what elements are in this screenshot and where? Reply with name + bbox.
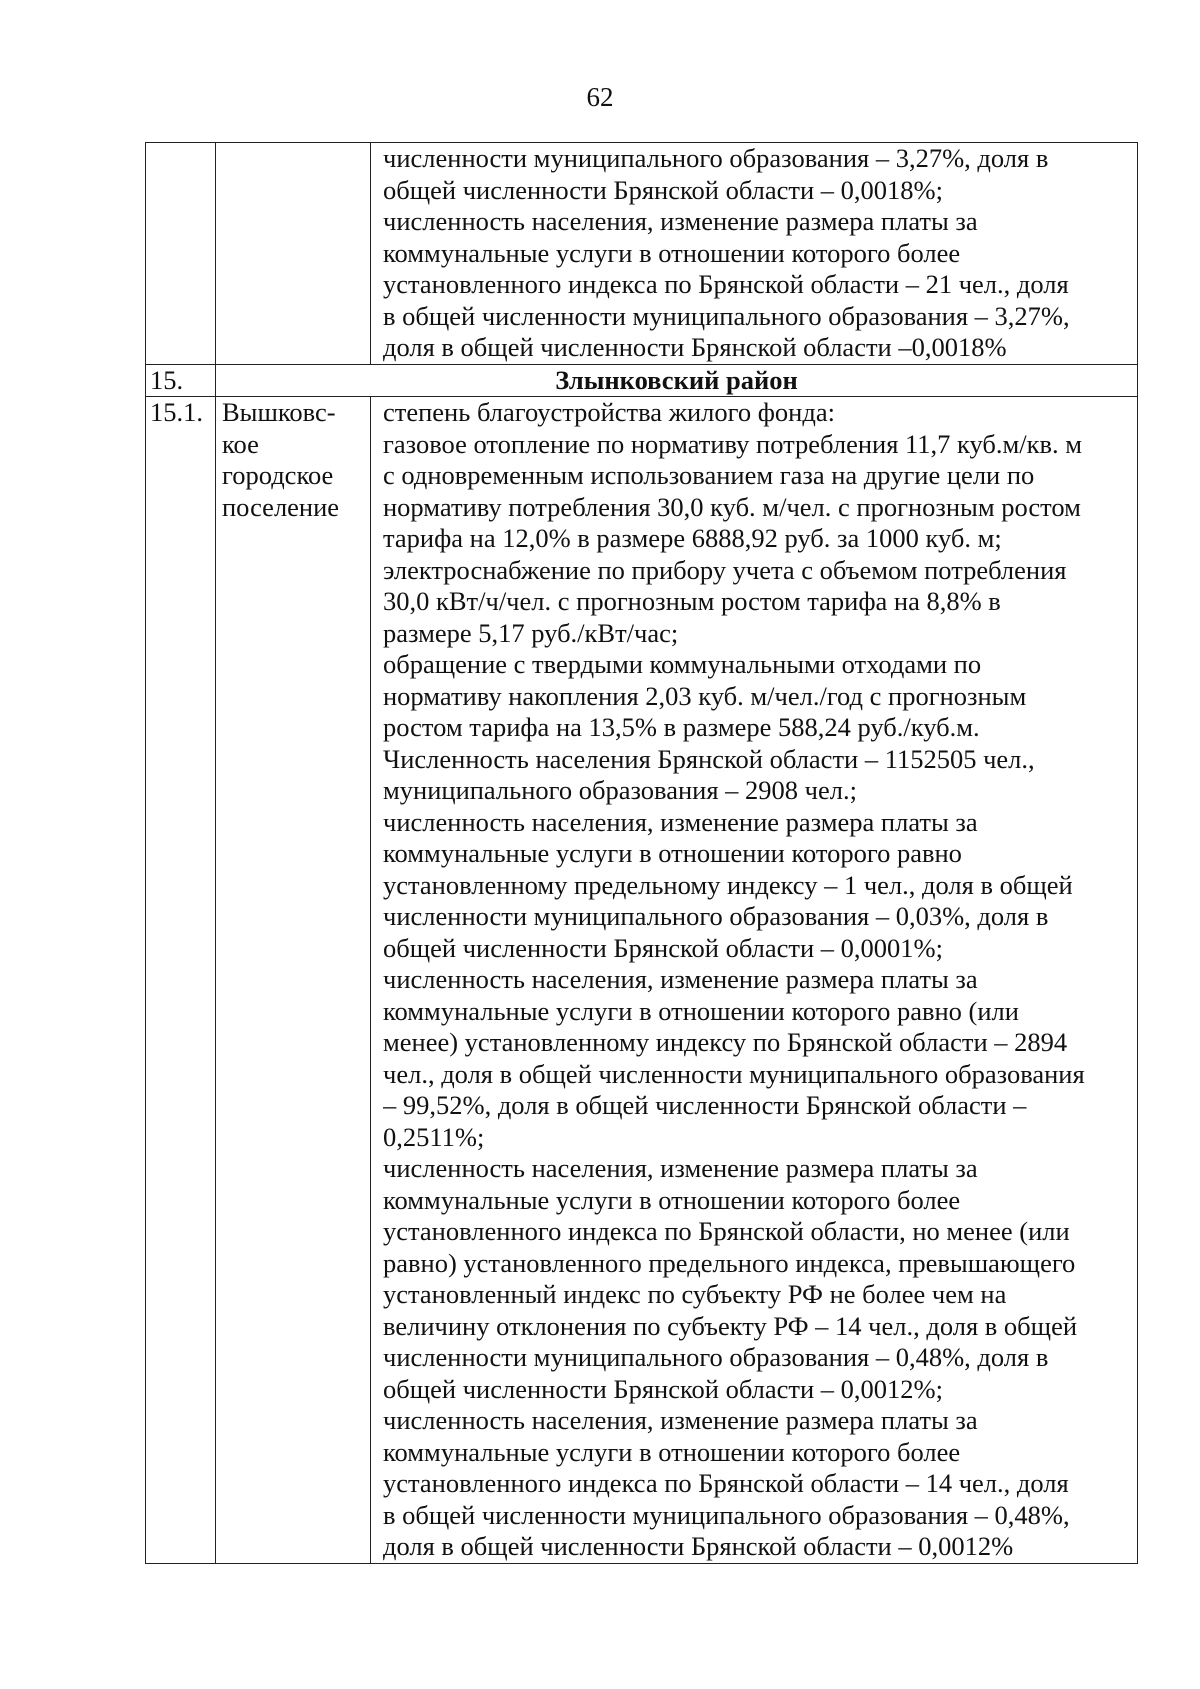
settlement-text-line: установленный индекс по субъекту РФ не более чем на [383,1279,1007,1309]
district-title: Злынковский район [216,364,1138,397]
settlement-text-line: 0,2511%; [383,1121,485,1152]
settlement-number: 15.1. [146,397,216,1564]
continuation-text-line: установленного индекса по Брянской области – 21 чел., доля [383,269,1069,299]
settlement-text-line: величину отклонения по субъекту РФ – 14 чел., доля в общей [383,1310,1078,1341]
settlement-row [146,397,1138,1564]
settlement-text-line: степень благоустройства жилого фонда: [383,397,835,427]
settlement-text-line: численности муниципального образования – 0,48%, доля в [383,1342,1049,1372]
settlement-name [222,397,370,523]
settlement-text-line: установленного индекса по Брянской области – 14 чел., доля [383,1468,1069,1498]
settlement-text-line: чел., доля в общей численности муниципального образования [383,1058,1085,1089]
settlement-text-line: установленного индекса по Брянской области, но менее (или [383,1216,1070,1246]
continuation-text-line: численности муниципального образования – 3,27%, доля в [383,143,1049,173]
settlement-text-line: равно) установленного предельного индекса, превышающего [383,1247,1076,1278]
continuation-name-cell [216,143,371,365]
settlement-text-line: муниципального образования – 2908 чел.; [383,775,857,805]
settlement-text-line: общей численности Брянской области – 0,0012%; [383,1373,943,1404]
district-row [146,364,1138,397]
settlement-text-line: численность населения, изменение размера платы за [383,964,978,994]
settlement-text [383,397,1133,1563]
continuation-number-cell [146,143,216,365]
settlement-text-line: численность населения, изменение размера платы за [383,806,978,837]
settlement-text-line: нормативу потребления 30,0 куб. м/чел. с прогнозным ростом [383,491,1081,522]
settlement-text-line: коммунальные услуги в отношении которого более [383,1436,961,1467]
continuation-text-line: в общей численности муниципального образования – 3,27%, [383,300,1070,331]
settlement-text-line: с одновременным использованием газа на другие цели по [383,460,1035,490]
settlement-text-line: численность населения, изменение размера платы за [383,1153,978,1183]
settlement-text-line: коммунальные услуги в отношении которого равно [383,838,962,868]
settlement-text-line: нормативу накопления 2,03 куб. м/чел./год с прогнозным [383,680,1027,711]
continuation-text-line: численность населения, изменение размера платы за [383,206,978,236]
settlement-name-cell [216,397,371,1564]
district-number: 15. [146,364,216,397]
continuation-text-line: общей численности Брянской области – 0,0018%; [383,174,943,205]
data-table [145,142,1138,1564]
continuation-text-line: доля в общей численности Брянской области –0,0018% [383,332,1007,362]
settlement-text-line: коммунальные услуги в отношении которого равно (или [383,995,1019,1026]
settlement-text-line: размере 5,17 руб./кВт/час; [383,617,679,648]
settlement-text-cell [371,397,1138,1564]
settlement-text-line: тарифа на 12,0% в размере 6888,92 руб. за 1000 куб. м; [383,523,1002,553]
settlement-text-line: Численность населения Брянской области – 1152505 чел., [383,743,1035,774]
settlement-text-line: электроснабжение по прибору учета с объемом потребления [383,554,1067,585]
settlement-text-line: установленному предельному индексу – 1 чел., доля в общей [383,869,1073,900]
settlement-text-line: численности муниципального образования – 0,03%, доля в [383,901,1049,931]
page-number: 62 [586,82,614,112]
continuation-text-line: коммунальные услуги в отношении которого более [383,237,961,268]
settlement-text-line: – 99,52%, доля в общей численности Брянской области – [383,1090,1027,1120]
settlement-text-line: 30,0 кВт/ч/чел. с прогнозным ростом тарифа на 8,8% в [383,586,1001,616]
settlement-text-line: в общей численности муниципального образования – 0,48%, [383,1499,1070,1530]
settlement-name-line: кое [222,428,259,459]
settlement-text-line: обращение с твердыми коммунальными отходами по [383,649,982,679]
settlement-text-line: коммунальные услуги в отношении которого более [383,1184,961,1215]
settlement-text-line: доля в общей численности Брянской области – 0,0012% [383,1531,1014,1561]
continuation-text-cell [371,143,1138,365]
settlement-text-line: общей численности Брянской области – 0,0001%; [383,932,943,963]
settlement-name-line: Вышковс- [222,397,336,427]
settlement-name-line: городское [222,460,334,490]
continuation-row [146,143,1138,365]
settlement-name-line: поселение [222,491,340,522]
settlement-text-line: газовое отопление по нормативу потребления 11,7 куб.м/кв. м [383,428,1083,459]
settlement-text-line: ростом тарифа на 13,5% в размере 588,24 руб./куб.м. [383,712,980,742]
continuation-text [383,143,1133,364]
settlement-text-line: менее) установленному индексу по Брянской области – 2894 [383,1027,1068,1057]
settlement-text-line: численность населения, изменение размера платы за [383,1405,978,1435]
